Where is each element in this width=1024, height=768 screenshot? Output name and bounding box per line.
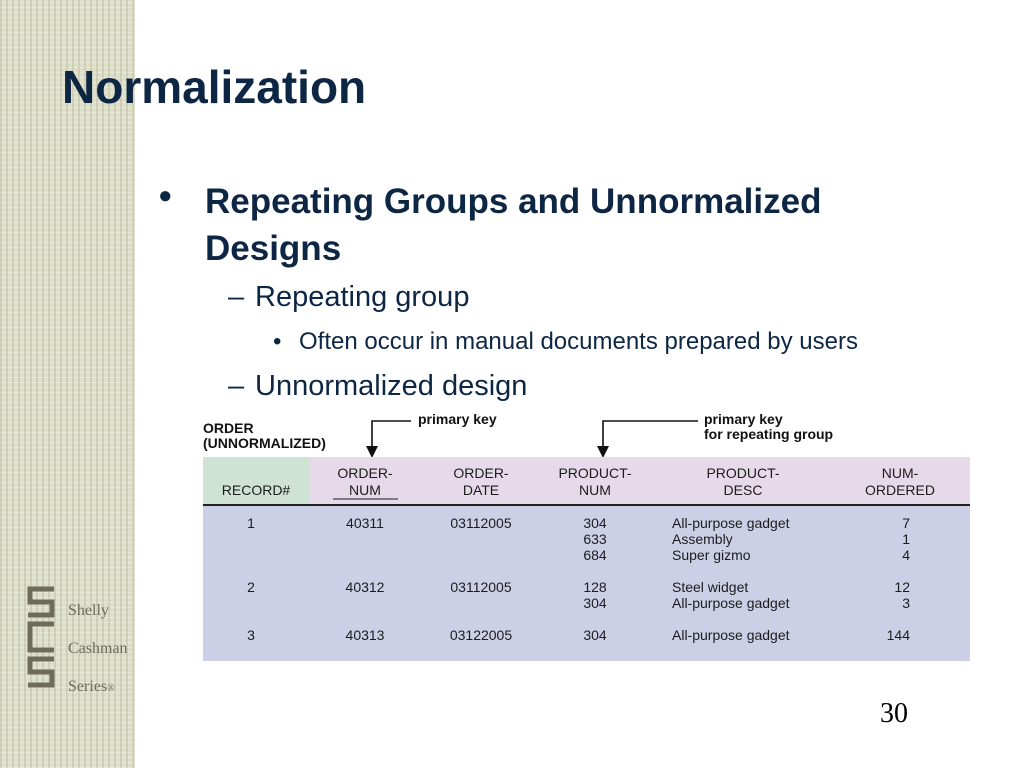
product-num: 304 bbox=[583, 627, 607, 643]
dash-marker: – bbox=[228, 281, 245, 313]
order-num-cell: 40311 bbox=[346, 515, 384, 531]
product-num-cell bbox=[545, 579, 645, 611]
primary-key-arrow bbox=[366, 421, 411, 458]
header-line: DATE bbox=[462, 482, 500, 498]
product-num: 304 bbox=[583, 515, 607, 531]
table-name-line2: (UNNORMALIZED) bbox=[203, 435, 326, 451]
product-desc: All-purpose gadget bbox=[672, 595, 790, 611]
unnormalized-order-table bbox=[203, 457, 970, 661]
quantity: 4 bbox=[902, 547, 910, 563]
num-ordered-cell bbox=[850, 515, 910, 563]
shelly-cashman-logo-mark bbox=[24, 584, 58, 690]
product-desc-cell bbox=[672, 627, 790, 643]
header-product-desc bbox=[683, 465, 803, 499]
header-order-date bbox=[431, 465, 531, 499]
quantity: 1 bbox=[902, 531, 910, 547]
logo-line-shelly: Shelly bbox=[68, 602, 109, 619]
num-ordered-cell bbox=[850, 627, 910, 643]
header-line: DESC bbox=[723, 482, 763, 498]
rg-key-line1: primary key bbox=[704, 411, 783, 427]
bullet-dot: ● bbox=[158, 182, 173, 209]
header-line: ORDERED bbox=[864, 482, 935, 498]
sub-bullet-text: Repeating group bbox=[255, 281, 470, 313]
sub-sub-bullet-text: Often occur in manual documents prepared by users bbox=[299, 328, 858, 355]
product-num-cell bbox=[545, 627, 645, 643]
header-line: NUM bbox=[349, 482, 381, 498]
product-num: 633 bbox=[583, 531, 607, 547]
header-line: NUM- bbox=[881, 465, 919, 481]
registered-mark: ® bbox=[107, 683, 115, 694]
quantity: 7 bbox=[902, 515, 910, 531]
dash-marker: – bbox=[228, 370, 245, 402]
product-desc: All-purpose gadget bbox=[672, 627, 790, 643]
product-desc-cell bbox=[672, 515, 790, 563]
header-num-ordered bbox=[850, 465, 950, 499]
primary-key-label: primary key bbox=[418, 411, 497, 427]
product-num: 684 bbox=[583, 547, 607, 563]
product-desc: All-purpose gadget bbox=[672, 515, 790, 531]
num-ordered-cell bbox=[850, 579, 910, 611]
header-divider bbox=[203, 504, 970, 506]
product-num: 128 bbox=[583, 579, 607, 595]
record-cell: 1 bbox=[247, 515, 255, 531]
header-line: PRODUCT- bbox=[558, 465, 632, 481]
slide-title: Normalization bbox=[62, 61, 367, 113]
logo-line-series bbox=[68, 668, 128, 708]
order-num-cell: 40312 bbox=[345, 579, 385, 595]
page-number: 30 bbox=[880, 698, 908, 729]
product-desc: Assembly bbox=[672, 531, 733, 547]
sub-bullet-text: Unnormalized design bbox=[255, 370, 528, 402]
shelly-cashman-series-logo bbox=[68, 592, 128, 708]
header-record: RECORD# bbox=[221, 482, 291, 498]
order-date-cell: 03112005 bbox=[450, 579, 512, 595]
main-bullet-text: Repeating Groups and Unnormalized Designs bbox=[205, 182, 822, 268]
rg-key-line2: for repeating group bbox=[704, 426, 834, 442]
product-desc-cell bbox=[672, 579, 790, 611]
product-desc: Super gizmo bbox=[672, 547, 751, 563]
header-line: PRODUCT- bbox=[706, 465, 780, 481]
header-product-num bbox=[545, 465, 645, 499]
header-line: ORDER- bbox=[453, 465, 509, 481]
quantity: 3 bbox=[902, 595, 910, 611]
product-num: 304 bbox=[583, 595, 607, 611]
order-date-cell: 03112005 bbox=[450, 515, 512, 531]
repeating-group-key-arrow bbox=[597, 421, 698, 458]
table-name-line1: ORDER bbox=[203, 420, 254, 436]
record-cell: 3 bbox=[247, 627, 255, 643]
header-line: NUM bbox=[579, 482, 611, 498]
header-line: ORDER- bbox=[337, 465, 393, 481]
product-desc: Steel widget bbox=[672, 579, 749, 595]
order-date-cell: 03122005 bbox=[449, 627, 513, 643]
quantity: 12 bbox=[894, 579, 910, 595]
logo-line-cashman: Cashman bbox=[68, 640, 128, 657]
record-cell: 2 bbox=[247, 579, 255, 595]
quantity: 144 bbox=[886, 627, 910, 643]
product-num-cell bbox=[545, 515, 645, 563]
small-bullet-marker: • bbox=[273, 328, 282, 355]
logo-series-word: Series bbox=[68, 678, 108, 695]
order-num-cell: 40313 bbox=[345, 627, 385, 643]
